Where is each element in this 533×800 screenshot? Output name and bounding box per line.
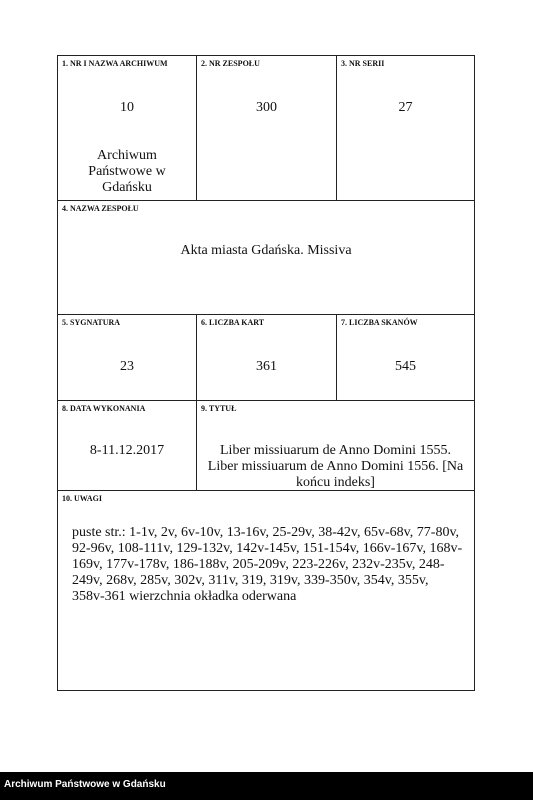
signature-value: 23 bbox=[120, 359, 134, 374]
scan-count-label: 7. LICZBA SKANÓW bbox=[341, 318, 418, 327]
series-number-label: 3. NR SERII bbox=[341, 59, 385, 68]
signature-cell bbox=[58, 315, 196, 400]
fonds-number-value: 300 bbox=[256, 100, 277, 115]
archive-label: 1. NR I NAZWA ARCHIWUM bbox=[62, 59, 168, 68]
notes-cell bbox=[58, 491, 474, 690]
page-count-value: 361 bbox=[256, 359, 277, 374]
date-label: 8. DATA WYKONANIA bbox=[62, 404, 146, 413]
title-cell bbox=[197, 401, 474, 490]
fonds-name-value: Akta miasta Gdańska. Missiva bbox=[180, 243, 352, 258]
metadata-form bbox=[57, 55, 475, 691]
series-number-value: 27 bbox=[398, 100, 413, 115]
scan-count-value: 545 bbox=[395, 359, 416, 374]
archive-cell bbox=[58, 56, 196, 200]
scan-count-cell bbox=[337, 315, 474, 400]
page-count-label: 6. LICZBA KART bbox=[201, 318, 265, 327]
notes-label: 10. UWAGI bbox=[62, 494, 103, 503]
date-value: 8-11.12.2017 bbox=[89, 443, 165, 458]
archive-name: Archiwum Państwowe w Gdańsku bbox=[88, 148, 166, 195]
signature-label: 5. SYGNATURA bbox=[62, 318, 121, 327]
series-number-cell bbox=[337, 56, 474, 200]
fonds-name-label: 4. NAZWA ZESPOŁU bbox=[62, 204, 139, 213]
title-label: 9. TYTUŁ bbox=[201, 404, 237, 413]
date-cell bbox=[58, 401, 196, 490]
fonds-name-cell bbox=[58, 201, 474, 314]
fonds-number-label: 2. NR ZESPOŁU bbox=[201, 59, 260, 68]
title-value: Liber missiuarum de Anno Domini 1555. Liber missiuarum de Anno Domini 1556. [Na końcu indeks] bbox=[207, 443, 464, 490]
footer-text: Archiwum Państwowe w Gdańsku bbox=[4, 779, 166, 790]
page-count-cell bbox=[197, 315, 336, 400]
archive-number: 10 bbox=[120, 100, 134, 115]
fonds-number-cell bbox=[197, 56, 336, 200]
notes-value: puste str.: 1-1v, 2v, 6v-10v, 13-16v, 25-29v, 38-42v, 65v-68v, 77-80v, 92-96v, 108-111v, 129-132v, 142v-145v, 151-154v, 166v-167v, 168v-169v, 177v-178v, 186-188v, 205-209v, 223-226v, 232v-235v, 248-249v, 268v, 285v, 302v, 311v, 319, 319v, 339-350v, 354v, 355v, 358v-361 wierzchnia okładka oderwana bbox=[72, 525, 463, 604]
footer-bar bbox=[0, 772, 533, 800]
